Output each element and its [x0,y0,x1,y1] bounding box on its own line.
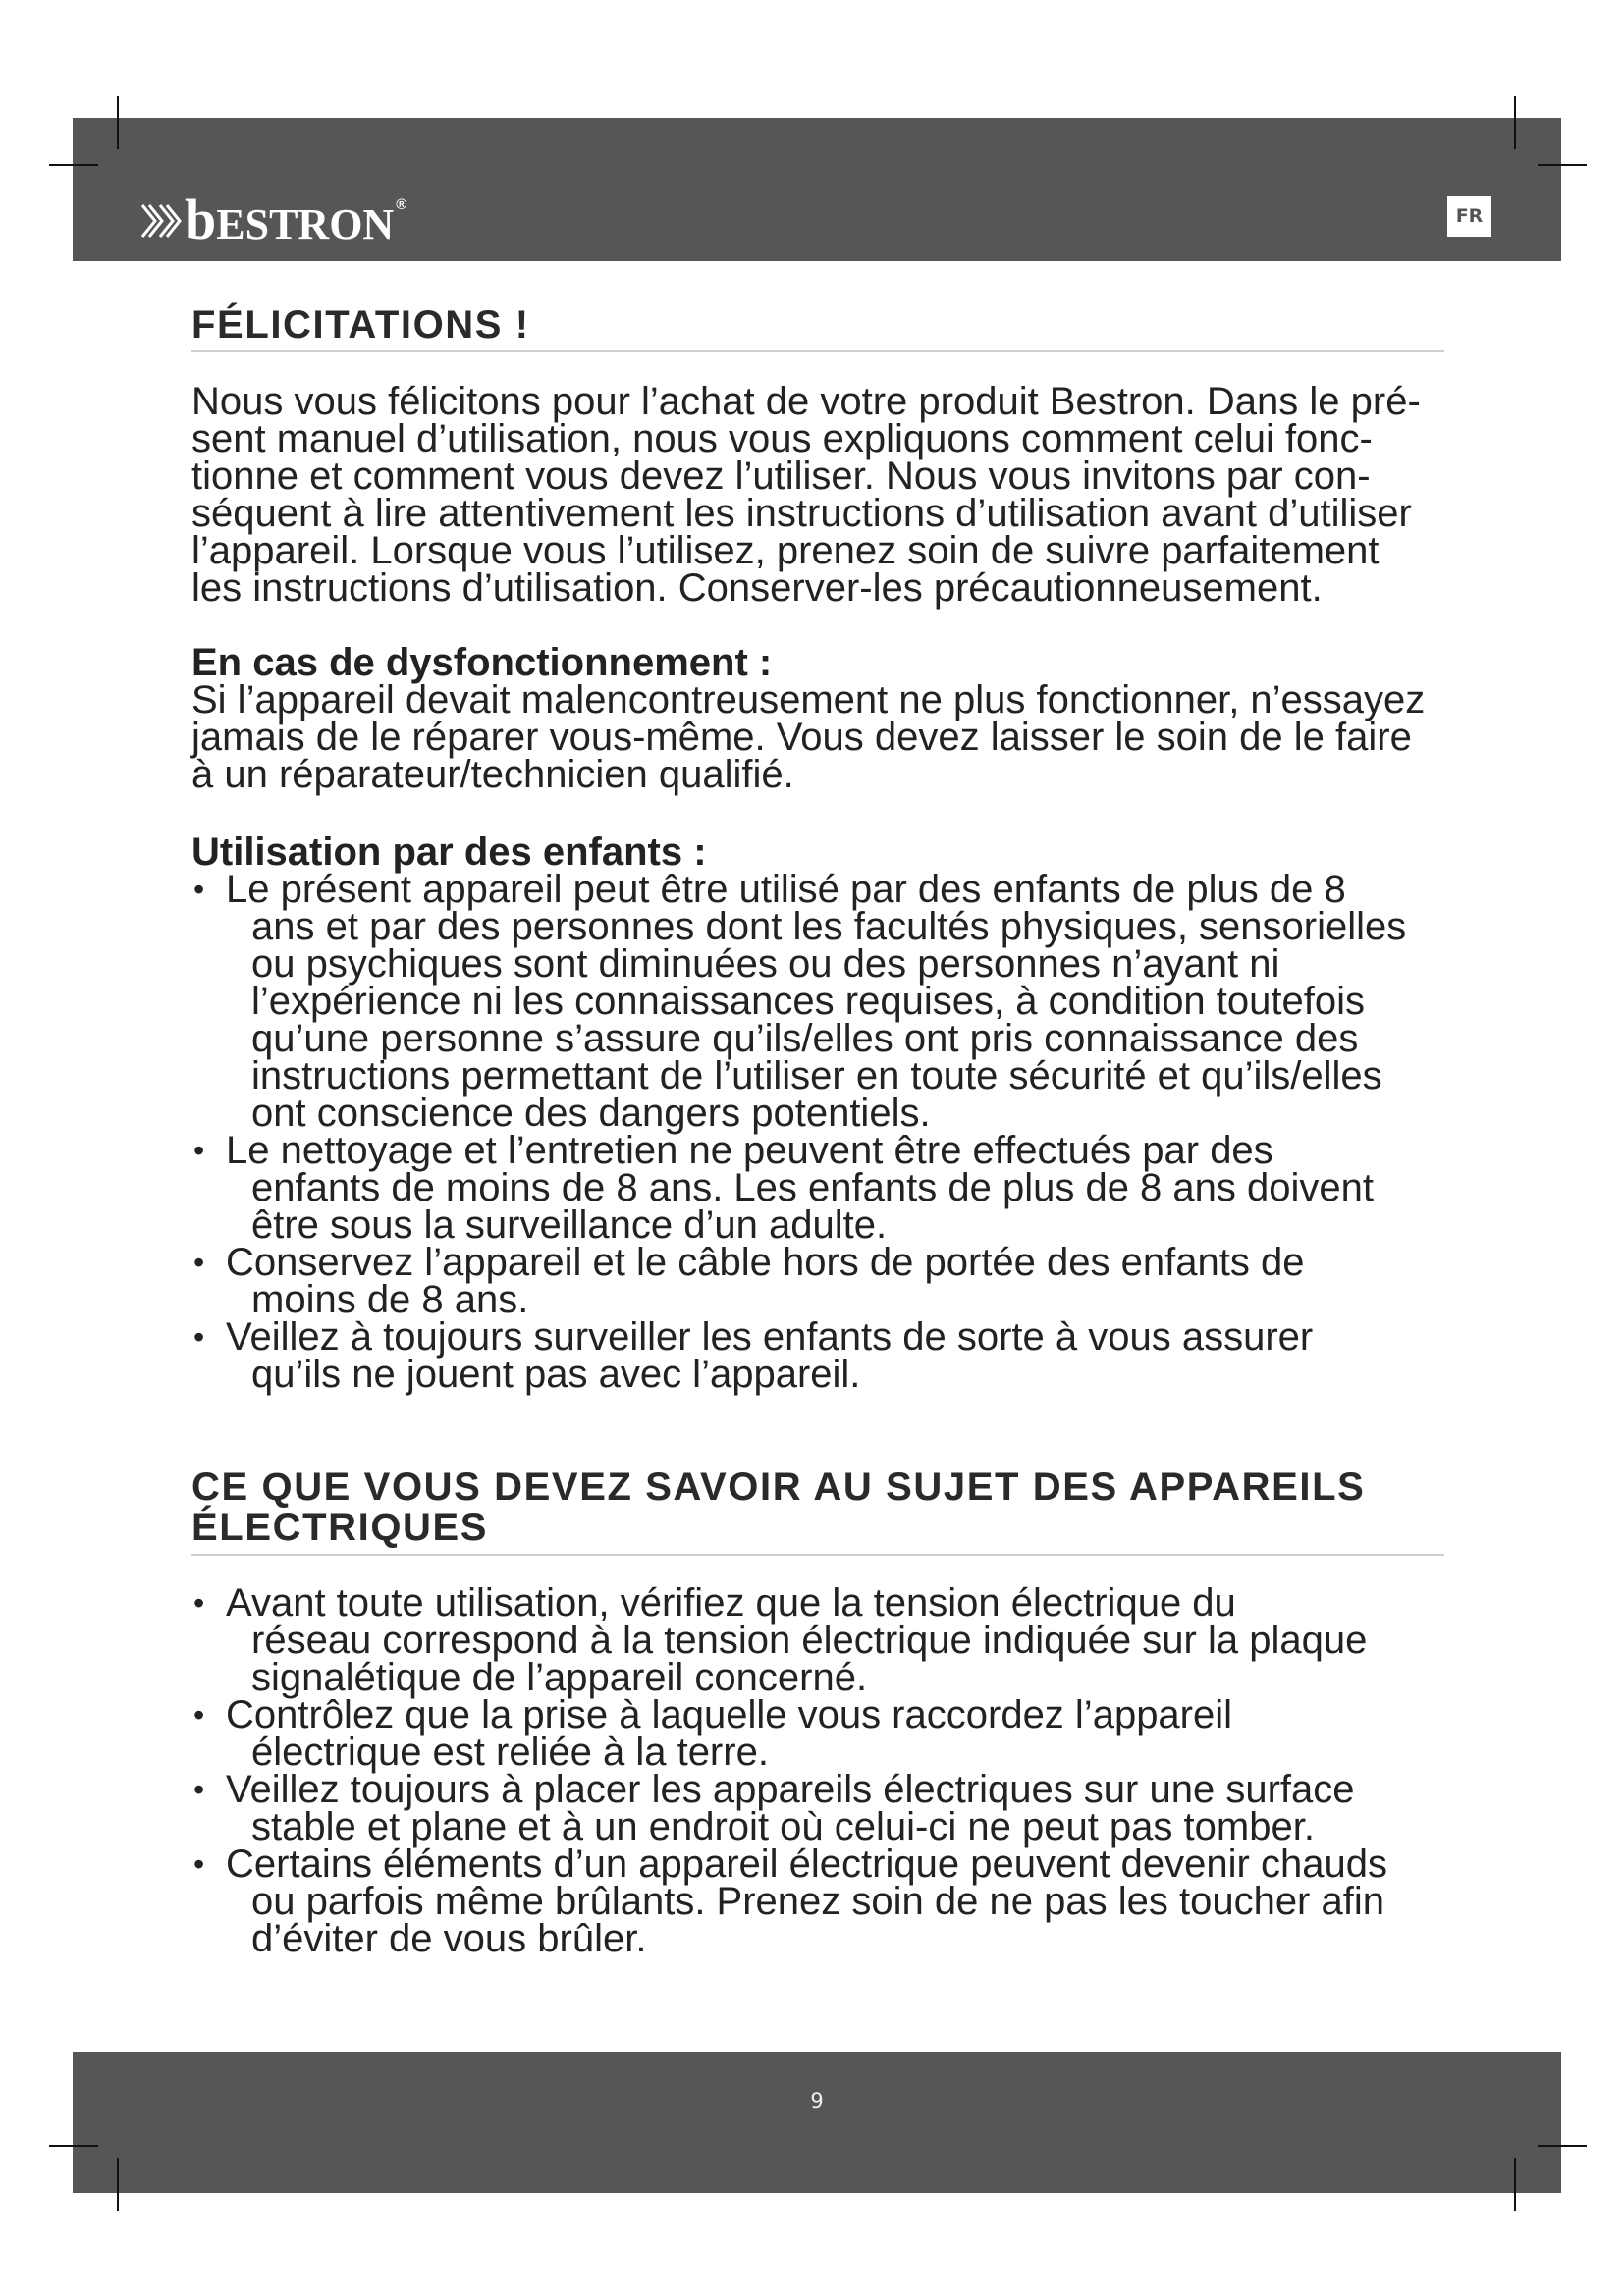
bestron-logo [185,187,407,251]
bullet-line: Contrôlez que la prise à laquelle vous raccordez l’appareil [226,1693,1233,1736]
bullet-line: instructions permettant de l’utiliser en toute sécurité et qu’ils/elles [251,1054,1382,1097]
bullet-item [191,868,1407,1135]
language-badge: FR [1447,196,1491,237]
bullet-line: Le nettoyage et l’entretien ne peuvent être effectués par des [226,1129,1273,1172]
bullet-item [191,1768,1387,1848]
bullet-glyph: • [193,1585,205,1621]
bullet-glyph: • [193,1846,205,1882]
bullet-line: signalétique de l’appareil concerné. [251,1656,868,1699]
crop-mark [1538,2145,1587,2147]
logo-initial: b [185,187,217,251]
bullet-line: Avant toute utilisation, vérifiez que la tension électrique du [226,1581,1236,1625]
bullet-line: d’éviter de vous brûler. [251,1917,647,1960]
crop-mark [49,2145,98,2147]
bullet-line: électrique est reliée à la terre. [251,1731,769,1774]
crop-mark [49,164,98,166]
bullet-line: qu’une personne s’assure qu’ils/elles ont pris connaissance des [251,1017,1359,1060]
title-divider [191,1554,1444,1556]
bullet-line: ou psychiques sont diminuées ou des personnes n’ayant ni [251,942,1280,986]
paragraph-line: sent manuel d’utilisation, nous vous expliquons comment celui fonc- [191,417,1373,460]
crop-mark [1514,96,1516,149]
crop-mark [1514,2158,1516,2211]
footer-bar [73,2052,1561,2193]
paragraph-line: les instructions d’utilisation. Conserver-les précautionneusement. [191,566,1323,610]
bullet-glyph: • [193,1133,205,1168]
logo-wordmark: ESTRON [216,200,395,248]
section-electrical-title [191,1468,1365,1548]
section-title-line: CE QUE VOUS DEVEZ SAVOIR AU SUJET DES APPAREILS [191,1466,1366,1509]
bullet-line: ont conscience des dangers potentiels. [251,1092,931,1135]
bullet-glyph: • [193,1772,205,1807]
bullet-line: être sous la surveillance d’un adulte. [251,1203,888,1247]
paragraph-line: jamais de le réparer vous-même. Vous devez laisser le soin de le faire [191,716,1412,759]
bullet-item [191,1129,1406,1247]
paragraph-line: à un réparateur/technicien qualifié. [191,753,794,796]
paragraph-line: Nous vous félicitons pour l’achat de votre produit Bestron. Dans le pré- [191,380,1421,423]
crop-mark [117,96,119,149]
bullet-line: Veillez toujours à placer les appareils électriques sur une surface [226,1768,1355,1811]
bestron-chevron-icon [140,201,184,240]
bullet-line: enfants de moins de 8 ans. Les enfants de plus de 8 ans doivent [251,1166,1375,1209]
bullet-glyph: • [193,1319,205,1355]
paragraph-line: tionne et comment vous devez l’utiliser. Nous vous invitons par con- [191,454,1371,498]
bullet-line: moins de 8 ans. [251,1278,529,1321]
bullet-glyph: • [193,872,205,907]
bullet-line: Veillez à toujours surveiller les enfants de sorte à vous assurer [226,1315,1314,1359]
bullet-line: stable et plane et à un endroit où celui-ci ne peut pas tomber. [251,1805,1315,1848]
title-divider [191,350,1444,352]
bullet-line: qu’ils ne jouent pas avec l’appareil. [251,1353,861,1396]
bullet-line: Le présent appareil peut être utilisé par des enfants de plus de 8 [226,868,1346,911]
bullet-item [191,1241,1406,1321]
registered-mark: ® [396,196,407,213]
intro-paragraph [191,380,1421,610]
subheading: En cas de dysfonctionnement : [191,641,773,684]
bullet-item [191,1315,1406,1396]
paragraph-line: l’appareil. Lorsque vous l’utilisez, prenez soin de suivre parfaitement [191,529,1380,572]
page-number: 9 [810,2089,824,2112]
bullet-line: ans et par des personnes dont les facultés physiques, sensorielles [251,905,1407,948]
electrical-list [191,1581,1387,1960]
bullet-line: réseau correspond à la tension électrique indiquée sur la plaque [251,1619,1368,1662]
bullet-item [191,1581,1387,1699]
bullet-line: Conservez l’appareil et le câble hors de portée des enfants de [226,1241,1305,1284]
bullet-glyph: • [193,1697,205,1733]
subheading: Utilisation par des enfants : [191,830,707,874]
bullet-glyph: • [193,1245,205,1280]
bullet-line: ou parfois même brûlants. Prenez soin de ne pas les toucher afin [251,1880,1384,1923]
children-section [191,830,1407,1396]
section-title-line: ÉLECTRIQUES [191,1506,489,1549]
paragraph-line: Si l’appareil devait malencontreusement ne plus fonctionner, n’essayez [191,678,1426,721]
bullet-line: l’expérience ni les connaissances requises, à condition toutefois [251,980,1366,1023]
paragraph-line: séquent à lire attentivement les instructions d’utilisation avant d’utiliser [191,492,1412,535]
bullet-item [191,1693,1387,1774]
crop-mark [117,2158,119,2211]
section-title: FÉLICITATIONS ! [191,303,530,347]
crop-mark [1538,164,1587,166]
bullet-item [191,1842,1387,1960]
section-felicitations-title [191,303,530,347]
bullet-line: Certains éléments d’un appareil électrique peuvent devenir chauds [226,1842,1387,1886]
malfunction-section [191,641,1426,796]
